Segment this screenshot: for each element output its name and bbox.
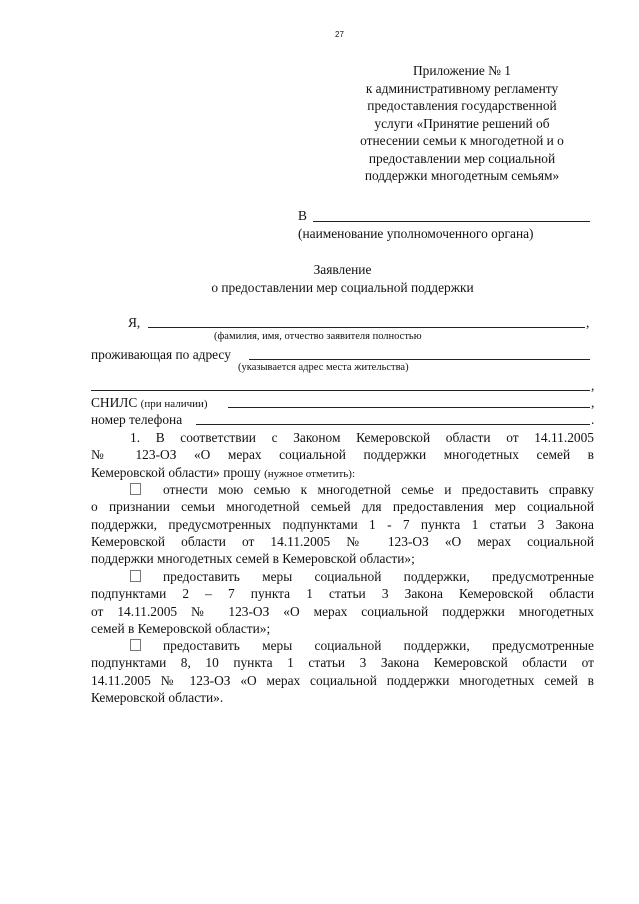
appendix-line: предоставлении мер социальной [368, 150, 556, 166]
option-line: 14.11.2005 № 123-ОЗ «О мерах социальной поддержки многодетных семей в [91, 672, 594, 688]
clause-line: 1. В соответствии с Законом Кемеровской области от 14.11.2005 [130, 430, 594, 445]
recipient-caption: (наименование уполномоченного органа) [298, 226, 534, 241]
snils-field[interactable] [228, 407, 590, 408]
option-line: поддержки, предусмотренных подпунктами 1 - 7 пункта 1 статьи 3 Закона [91, 516, 594, 532]
fio-line-end: , [586, 315, 590, 330]
option-line: Кемеровской области». [91, 689, 224, 705]
option-line: подпунктами 2 – 7 пункта 1 статьи 3 Закона Кемеровской области [91, 586, 594, 602]
option-1 [91, 481, 594, 567]
clause-1 [91, 429, 594, 483]
recipient-prefix: В [298, 208, 307, 223]
appendix-line: к административному регламенту [365, 80, 559, 96]
option-line: от 14.11.2005 № 123-ОЗ «О мерах социальной поддержки многодетных [91, 603, 594, 619]
option-line: Кемеровской области от 14.11.2005 № 123-ОЗ «О мерах социальной [91, 533, 594, 549]
address-caption: (указывается адрес места жительства) [238, 362, 409, 373]
option-text: предоставить меры социальной поддержки, предусмотренные [163, 638, 594, 653]
address-line-end: , [591, 378, 595, 393]
document-subtitle: о предоставлении мер социальной поддержки [211, 280, 474, 295]
option-line [91, 568, 594, 585]
phone-line-end: . [591, 412, 595, 427]
appendix-line: поддержки многодетным семьям» [364, 168, 560, 183]
fio-caption: (фамилия, имя, отчество заявителя полностью [214, 331, 422, 342]
appendix-line: предоставления государственной [367, 98, 557, 113]
snils-note: (при наличии) [140, 398, 208, 410]
option-line: поддержки многодетных семей в Кемеровской области»; [91, 551, 415, 567]
option-2 [91, 568, 594, 637]
document-title: Заявление [313, 262, 372, 277]
recipient-field[interactable] [313, 221, 590, 222]
option-line: семей в Кемеровской области»; [91, 620, 271, 636]
option-line: подпунктами 8, 10 пункта 1 статьи 3 Закона Кемеровской области от [91, 655, 594, 671]
fio-field[interactable] [148, 327, 585, 328]
option-1-checkbox[interactable] [130, 483, 141, 495]
option-line: о признании семьи многодетной семьей для предоставления мер социальной [91, 499, 594, 515]
address-label: проживающая по адресу [91, 347, 231, 362]
clause-line [91, 464, 594, 483]
applicant-i-label: Я, [128, 315, 141, 330]
phone-label: номер телефона [91, 412, 183, 427]
appendix-line: услуги «Принятие решений об [374, 115, 550, 131]
address-field[interactable] [249, 359, 590, 360]
clause-line: № 123-ОЗ «О мерах социальной поддержки многодетных семей в [91, 447, 594, 463]
snils-label-text: СНИЛС [91, 395, 138, 410]
option-3 [91, 637, 594, 706]
address-field-continued[interactable] [91, 390, 590, 391]
option-line [91, 637, 594, 654]
page-number: 27 [335, 30, 344, 39]
appendix-line: отнесении семьи к многодетной и о [360, 133, 564, 148]
clause-line-text: Кемеровской области» прошу [91, 464, 261, 480]
option-3-checkbox[interactable] [130, 639, 141, 651]
snils-line-end: , [591, 395, 595, 410]
option-text: предоставить меры социальной поддержки, предусмотренные [163, 569, 594, 584]
option-text: отнести мою семью к многодетной семье и предоставить справку [163, 482, 594, 497]
clause-note: (нужное отметить): [264, 467, 356, 480]
appendix-line: Приложение № 1 [412, 63, 512, 78]
option-2-checkbox[interactable] [130, 570, 141, 582]
phone-field[interactable] [196, 424, 590, 425]
appendix-header [330, 62, 594, 185]
option-line [91, 481, 594, 498]
